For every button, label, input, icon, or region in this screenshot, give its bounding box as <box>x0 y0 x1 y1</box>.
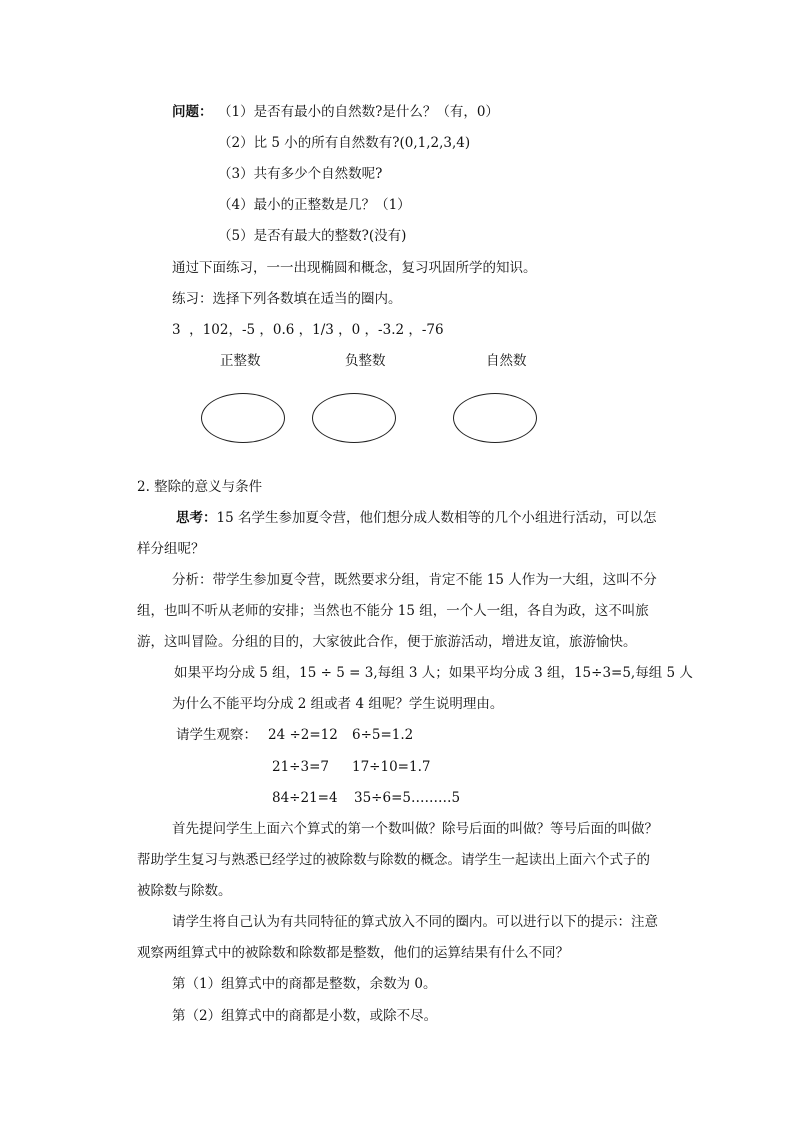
group1-item-3: 84÷21=4 <box>272 790 338 806</box>
question-4: （4）最小的正整数是几？（1） <box>218 197 411 213</box>
average-line-2: 为什么不能平均分成 2 组或者 4 组呢？学生说明理由。 <box>172 696 504 712</box>
analysis-line-1: 分析：带学生参加夏令营，既然要求分组，肯定不能 15 人作为一大组，这叫不分 <box>172 572 657 588</box>
questions-label: 问题： <box>172 104 213 120</box>
group2-item-2: 17÷10=1.7 <box>352 759 431 775</box>
think-line-2: 样分组呢？ <box>137 541 205 557</box>
conclusion-2: 第（2）组算式中的商都是小数，或除不尽。 <box>172 1008 438 1024</box>
oval-positive-integers <box>201 393 285 443</box>
think-label: 思考： <box>176 510 217 526</box>
average-line-1: 如果平均分成 5 组，15 ÷ 5 = 3,每组 3 人；如果平均分成 3 组，15÷3=5,每组 5 人 <box>174 665 693 681</box>
intro-text: 通过下面练习，一一出现椭圆和概念，复习巩固所学的知识。 <box>172 260 537 276</box>
oval-negative-integers <box>312 393 396 443</box>
question-para-line-2: 帮助学生复习与熟悉已经学过的被除数与除数的概念。请学生一起读出上面六个式子的 <box>137 852 650 868</box>
observe-label: 请学生观察： <box>176 727 257 743</box>
question-5: （5）是否有最大的整数?(没有) <box>218 228 407 244</box>
group2-item-1: 6÷5=1.2 <box>352 727 414 743</box>
exercise-numbers: 3 ，102，-5 ，0.6 ，1/3 ，0 ，-3.2 ，-76 <box>172 322 444 338</box>
question-para-line-3: 被除数与除数。 <box>137 883 232 899</box>
exercise-line <box>172 293 402 307</box>
exercise-label: 练习： <box>172 291 213 307</box>
hint-para-line-1: 请学生将自己认为有共同特征的算式放入不同的圈内。可以进行以下的提示：注意 <box>172 914 658 930</box>
question-3: （3）共有多少个自然数呢? <box>218 166 383 182</box>
group1-item-1: 24 ÷2=12 <box>268 727 338 743</box>
conclusion-1: 第（1）组算式中的商都是整数，余数为 0。 <box>172 976 437 992</box>
question-1: （1）是否有最小的自然数?是什么？（有，0） <box>218 104 499 120</box>
question-2: （2）比 5 小的所有自然数有?(0,1,2,3,4) <box>218 135 471 151</box>
section-2-heading: 2. 整除的意义与条件 <box>137 479 263 495</box>
circle-label-positive-integers: 正整数 <box>220 353 261 369</box>
exercise-text: 选择下列各数填在适当的圈内。 <box>212 291 402 307</box>
question-para-line-1: 首先提问学生上面六个算式的第一个数叫做？除号后面的叫做？等号后面的叫做？ <box>172 821 658 837</box>
analysis-line-3: 游，这叫冒险。分组的目的，大家彼此合作，便于旅游活动，增进友谊，旅游愉快。 <box>137 634 637 650</box>
think-line-1 <box>176 512 656 526</box>
oval-natural-numbers <box>453 393 537 443</box>
group2-item-3: 35÷6=5………5 <box>354 790 461 806</box>
circle-label-negative-integers: 负整数 <box>345 353 386 369</box>
circle-label-natural-numbers: 自然数 <box>486 353 527 369</box>
think-text: 15 名学生参加夏令营，他们想分成人数相等的几个小组进行活动，可以怎 <box>216 510 657 526</box>
analysis-line-2: 组，也叫不听从老师的安排；当然也不能分 15 组，一个人一组，各自为政，这不叫旅 <box>137 603 649 619</box>
hint-para-line-2: 观察两组算式中的被除数和除数都是整数，他们的运算结果有什么不同？ <box>137 945 569 961</box>
group1-item-2: 21÷3=7 <box>272 759 329 775</box>
